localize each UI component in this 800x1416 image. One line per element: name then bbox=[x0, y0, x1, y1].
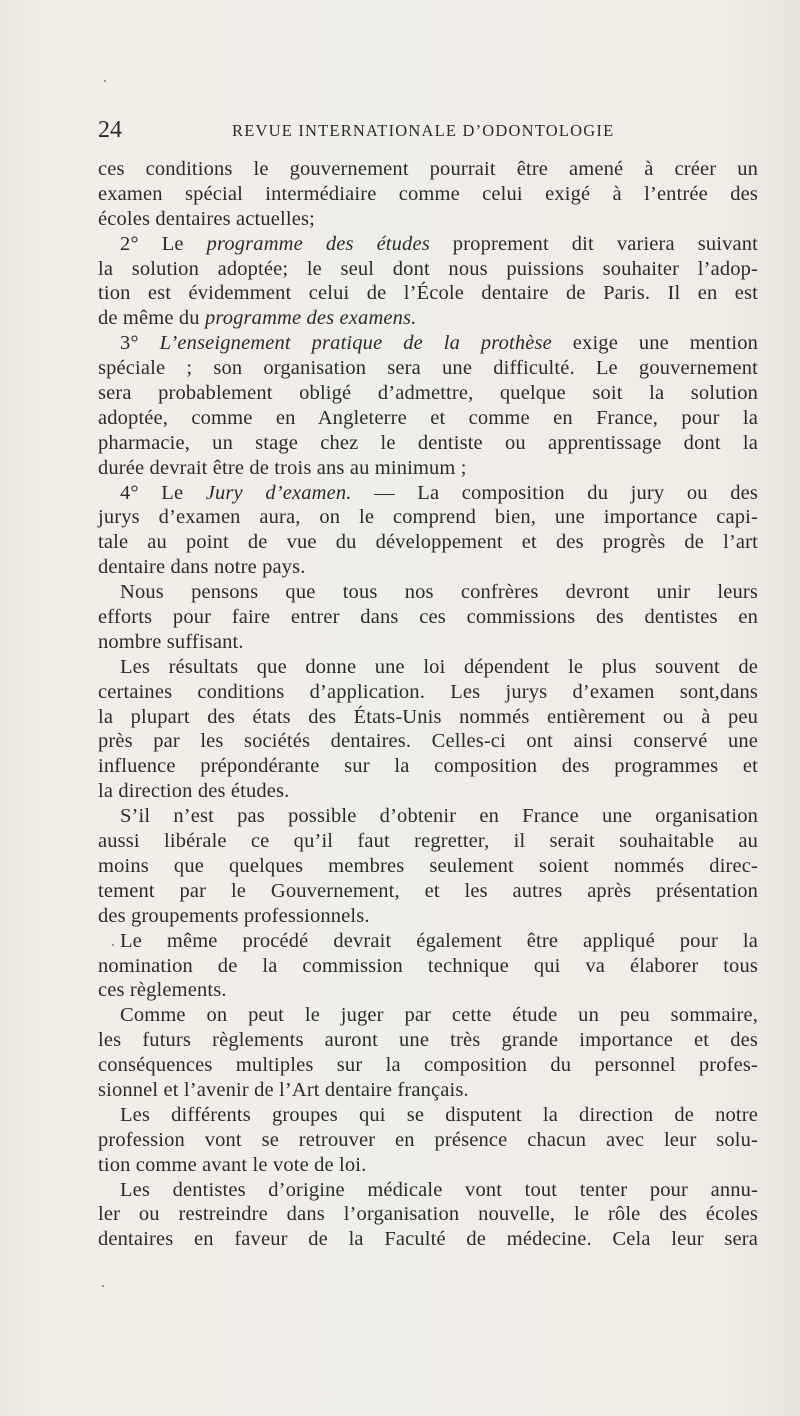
paper-speck bbox=[112, 944, 114, 946]
text-line bbox=[98, 1003, 758, 1028]
text-line bbox=[98, 1153, 758, 1178]
text-line bbox=[98, 456, 758, 481]
line-text: la solution adoptée; le seul dont nous puissions souhaiter l’adop- bbox=[98, 257, 758, 280]
line-text: influence prépondérante sur la composition des programmes et bbox=[98, 755, 758, 778]
line-text: — La composition du jury ou des bbox=[351, 481, 758, 504]
italic-text: programme des études bbox=[206, 232, 430, 255]
line-text: 3° bbox=[120, 332, 160, 355]
text-line bbox=[98, 182, 758, 207]
running-head: REVUE INTERNATIONALE D’ODONTOLOGIE bbox=[232, 121, 615, 140]
text-line bbox=[98, 406, 758, 431]
line-text: Nous pensons que tous nos confrères devront unir leurs bbox=[120, 581, 758, 604]
text-line bbox=[98, 655, 758, 680]
line-text: écoles dentaires actuelles; bbox=[98, 207, 315, 230]
line-text: aussi libérale ce qu’il faut regretter, il serait souhaitable au bbox=[98, 830, 758, 853]
line-text: sera probablement obligé d’admettre, quelque soit la solution bbox=[98, 382, 758, 405]
text-line bbox=[98, 630, 758, 655]
text-line bbox=[98, 804, 758, 829]
line-text: sionnel et l’avenir de l’Art dentaire français. bbox=[98, 1078, 469, 1101]
text-line bbox=[98, 1178, 758, 1203]
text-line bbox=[98, 555, 758, 580]
line-text: pharmacie, un stage chez le dentiste ou apprentissage dont la bbox=[98, 431, 758, 454]
line-text: efforts pour faire entrer dans ces commissions des dentistes en bbox=[98, 606, 758, 629]
line-text: les futurs règlements auront une très grande importance et des bbox=[98, 1029, 758, 1052]
text-line bbox=[98, 505, 758, 530]
page-header bbox=[98, 116, 758, 144]
text-line bbox=[98, 680, 758, 705]
line-text: Les différents groupes qui se disputent la direction de notre bbox=[120, 1103, 758, 1126]
line-text: Comme on peut le juger par cette étude un peu sommaire, bbox=[120, 1004, 758, 1027]
line-text: certaines conditions d’application. Les jurys d’examen sont,dans bbox=[98, 680, 758, 703]
line-text: ces règlements. bbox=[98, 979, 227, 1002]
text-line bbox=[98, 431, 758, 456]
text-line bbox=[98, 754, 758, 779]
line-text: durée devrait être de trois ans au minimum ; bbox=[98, 456, 467, 479]
text-line bbox=[98, 306, 758, 331]
text-line bbox=[98, 929, 758, 954]
line-text: ler ou restreindre dans l’organisation nouvelle, le rôle des écoles bbox=[98, 1203, 758, 1226]
line-text: la plupart des états des États-Unis nommés entièrement ou à peu bbox=[98, 705, 758, 728]
line-text: nombre suffisant. bbox=[98, 630, 244, 653]
line-text: Les résultats que donne une loi dépendent le plus souvent de bbox=[120, 655, 758, 678]
line-text: jurys d’examen aura, on le comprend bien, une importance capi- bbox=[98, 506, 758, 529]
line-text: adoptée, comme en Angleterre et comme en France, pour la bbox=[98, 406, 758, 429]
text-line bbox=[98, 1053, 758, 1078]
line-text: spéciale ; son organisation sera une difficulté. Le gouvernement bbox=[98, 357, 758, 380]
text-line bbox=[98, 356, 758, 381]
line-text: tement par le Gouvernement, et les autres après présentation bbox=[98, 879, 758, 902]
line-text: dentaires en faveur de la Faculté de médecine. Cela leur sera bbox=[98, 1228, 758, 1251]
text-line bbox=[98, 1103, 758, 1128]
text-line bbox=[98, 1028, 758, 1053]
line-text: dentaire dans notre pays. bbox=[98, 556, 306, 579]
text-line bbox=[98, 530, 758, 555]
text-line bbox=[98, 580, 758, 605]
text-line bbox=[98, 281, 758, 306]
paper-speck bbox=[102, 1285, 104, 1287]
text-line bbox=[98, 1202, 758, 1227]
italic-text: Jury d’examen. bbox=[205, 481, 352, 504]
text-line bbox=[98, 729, 758, 754]
line-text: profession vont se retrouver en présence chacun avec leur solu- bbox=[98, 1128, 758, 1151]
italic-text: L’enseignement pratique de la prothèse bbox=[159, 332, 552, 355]
line-text: proprement dit variera suivant bbox=[429, 232, 758, 255]
text-line bbox=[98, 829, 758, 854]
line-text: de même du bbox=[98, 307, 205, 330]
text-line bbox=[98, 1078, 758, 1103]
line-text: près par les sociétés dentaires. Celles-ci ont ainsi conservé une bbox=[98, 730, 758, 753]
line-text: examen spécial intermédiaire comme celui exigé à l’entrée des bbox=[98, 182, 758, 205]
text-line bbox=[98, 481, 758, 506]
text-line bbox=[98, 207, 758, 232]
text-line bbox=[98, 157, 758, 182]
line-text: tion est évidemment celui de l’École dentaire de Paris. Il en est bbox=[98, 282, 758, 305]
text-line bbox=[98, 854, 758, 879]
line-text: nomination de la commission technique qui va élaborer tous bbox=[98, 954, 758, 977]
text-line bbox=[98, 381, 758, 406]
line-text: exige une mention bbox=[551, 332, 758, 355]
text-line bbox=[98, 705, 758, 730]
line-text: des groupements professionnels. bbox=[98, 904, 370, 927]
text-line bbox=[98, 978, 758, 1003]
text-line bbox=[98, 232, 758, 257]
line-text: ces conditions le gouvernement pourrait être amené à créer un bbox=[98, 158, 758, 180]
text-line bbox=[98, 954, 758, 979]
line-text: conséquences multiples sur la composition du personnel profes- bbox=[98, 1054, 758, 1077]
page-number: 24 bbox=[98, 117, 122, 143]
paper-speck bbox=[104, 80, 106, 82]
italic-text: programme des examens. bbox=[204, 307, 417, 330]
text-line bbox=[98, 605, 758, 630]
text-line bbox=[98, 904, 758, 929]
text-line bbox=[98, 257, 758, 282]
text-line bbox=[98, 1227, 758, 1252]
line-text: Le même procédé devrait également être appliqué pour la bbox=[120, 929, 758, 952]
line-text: S’il n’est pas possible d’obtenir en France une organisation bbox=[120, 805, 758, 828]
text-line bbox=[98, 1128, 758, 1153]
text-line bbox=[98, 879, 758, 904]
text-line bbox=[98, 331, 758, 356]
line-text: Les dentistes d’origine médicale vont tout tenter pour annu- bbox=[120, 1178, 758, 1201]
line-text: moins que quelques membres seulement soient nommés direc- bbox=[98, 854, 758, 877]
line-text: 2° Le bbox=[120, 232, 207, 255]
line-text: la direction des études. bbox=[98, 780, 290, 803]
line-text: tion comme avant le vote de loi. bbox=[98, 1153, 367, 1176]
line-text: tale au point de vue du développement et des progrès de l’art bbox=[98, 531, 758, 554]
line-text: 4° Le bbox=[120, 481, 206, 504]
body-text bbox=[98, 157, 758, 1252]
text-line bbox=[98, 779, 758, 804]
